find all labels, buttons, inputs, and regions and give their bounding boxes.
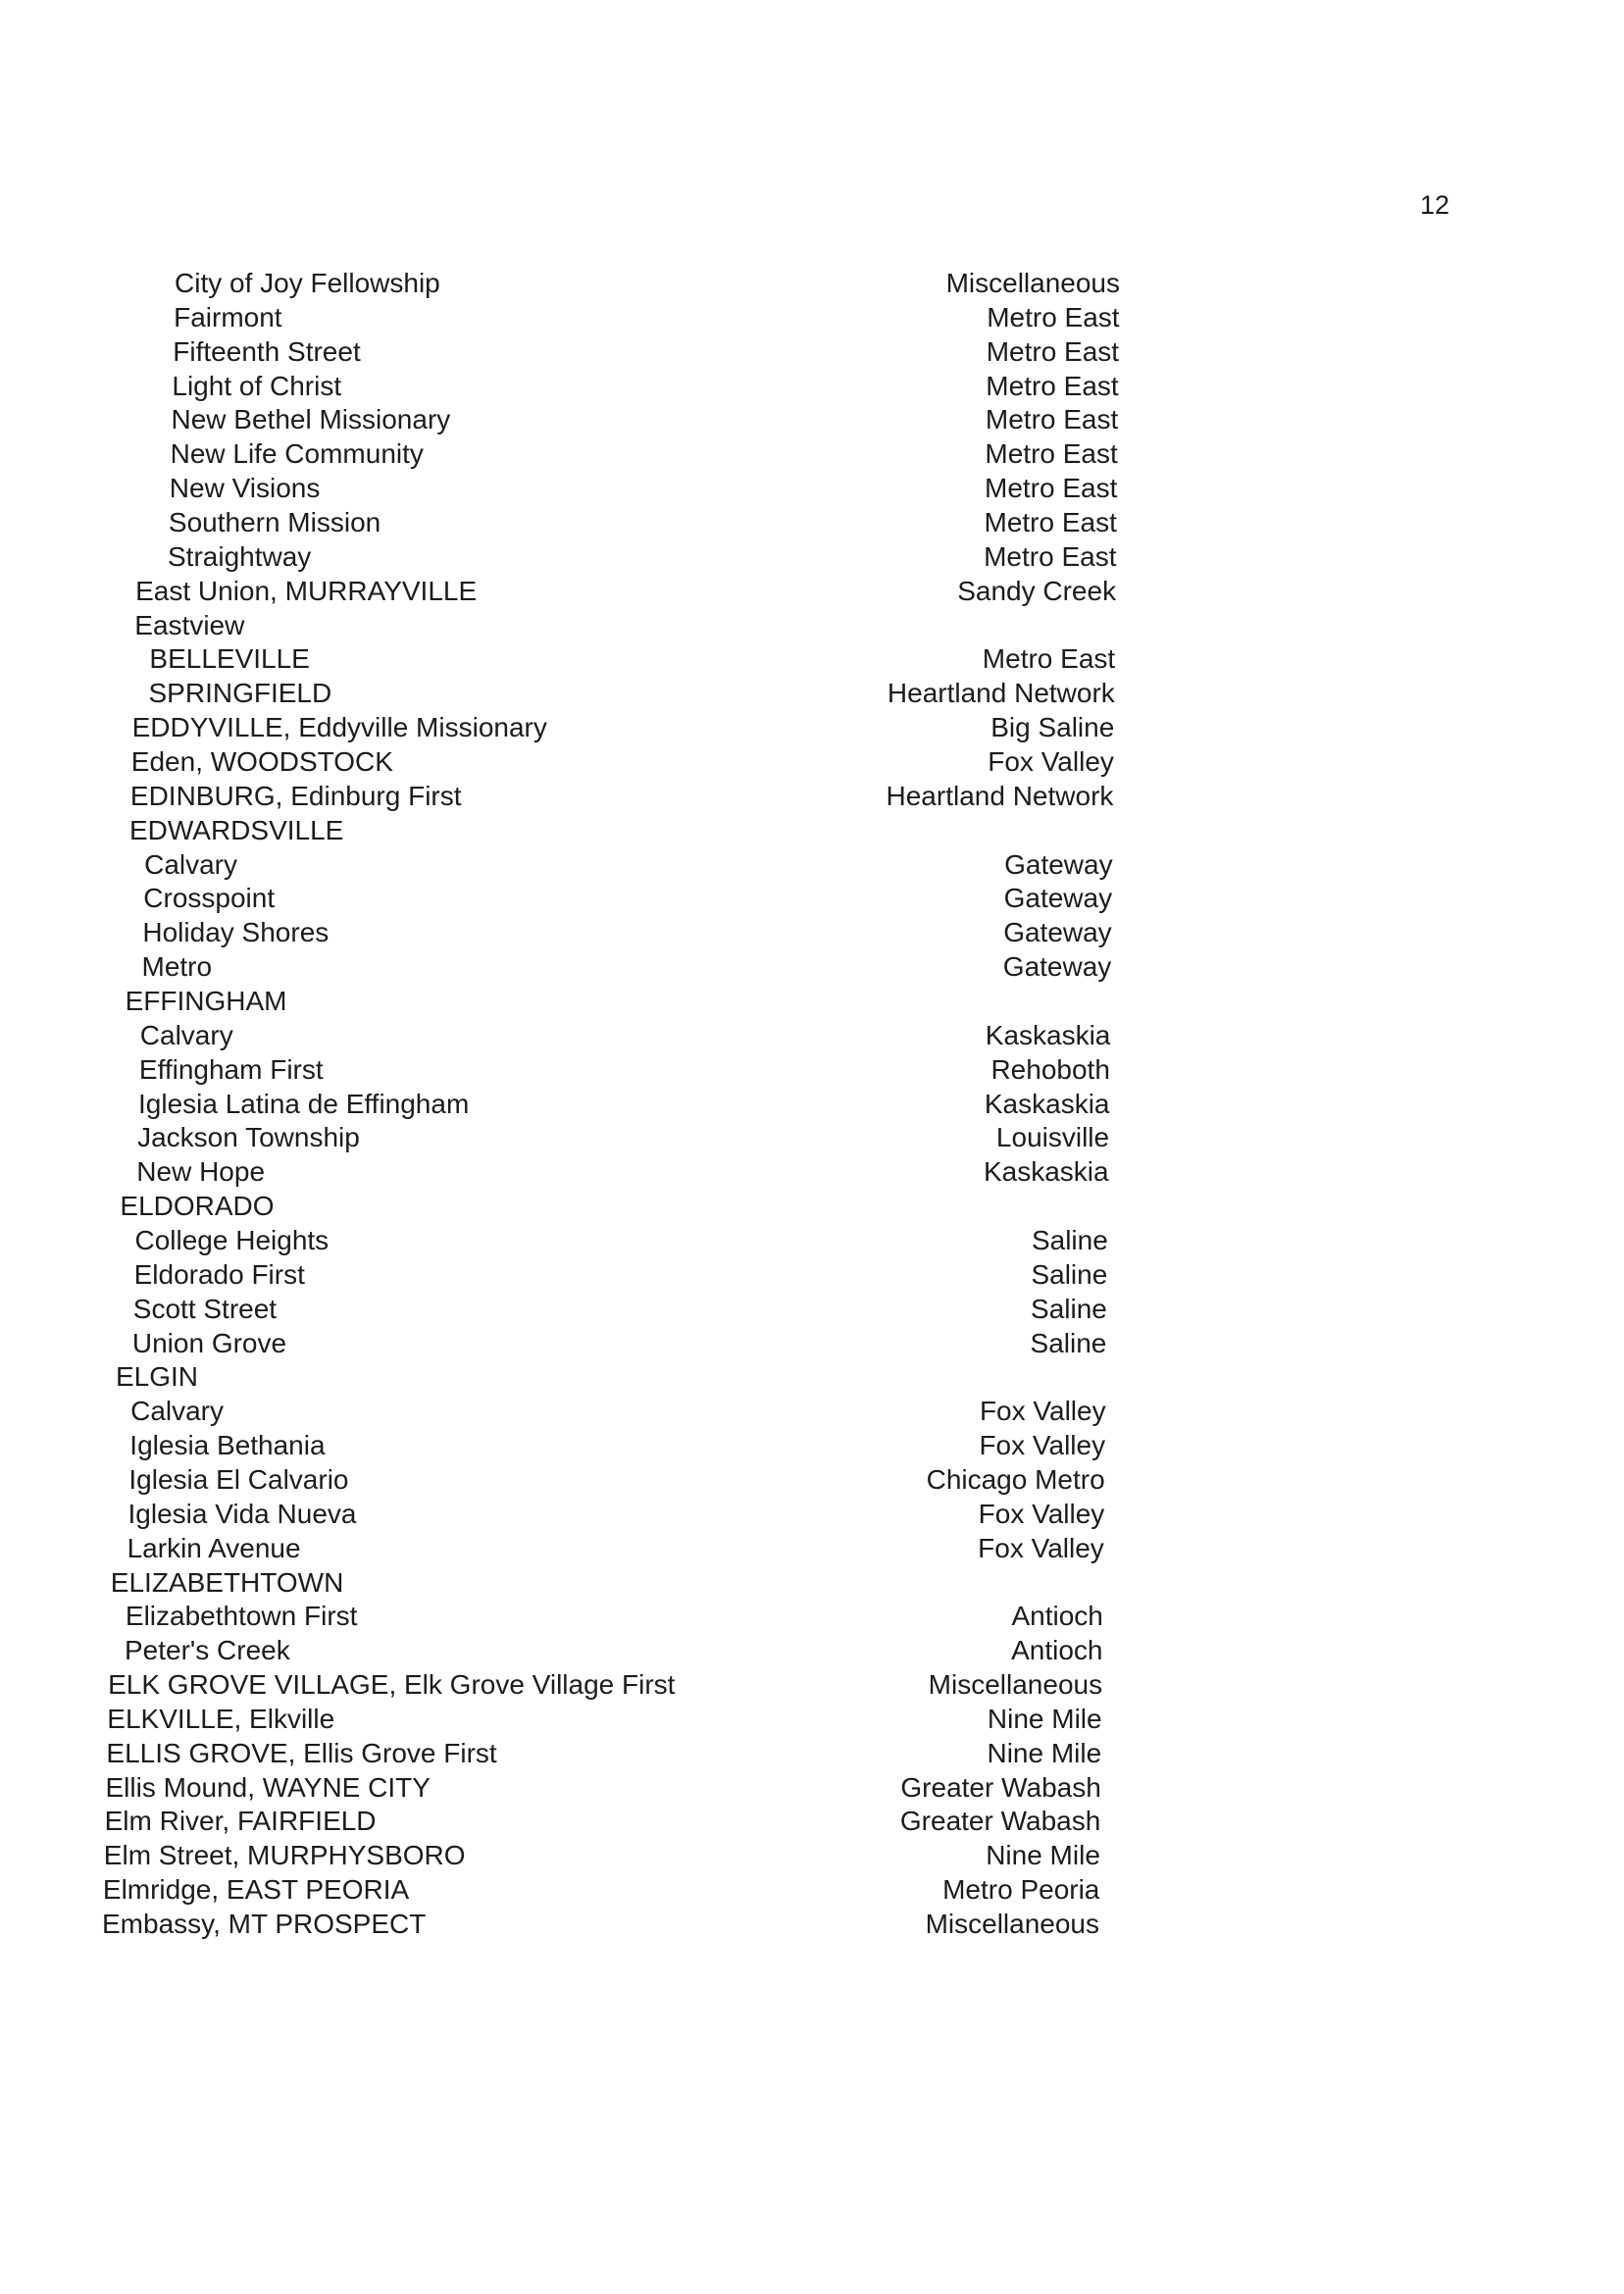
church-name: SPRINGFIELD (148, 678, 332, 709)
association-name: Sandy Creek (957, 575, 1117, 606)
association-name: Miscellaneous (945, 268, 1120, 298)
association-name: Miscellaneous (928, 1669, 1103, 1700)
church-name: Straightway (168, 540, 312, 572)
list-row (0, 1326, 1624, 1360)
association-name: Miscellaneous (925, 1909, 1099, 1939)
list-row (0, 949, 1624, 984)
list-row (0, 1804, 1624, 1838)
church-name: Eastview (134, 609, 245, 640)
church-name: EFFINGHAM (125, 985, 287, 1016)
church-name: Metro (141, 951, 213, 983)
list-row (0, 1633, 1624, 1667)
list-row (0, 505, 1624, 539)
list-row (0, 539, 1624, 574)
church-name: Light of Christ (172, 370, 342, 401)
list-row (0, 1189, 1624, 1223)
church-name: East Union, MURRAYVILLE (135, 575, 478, 606)
church-name: Elizabethtown First (125, 1601, 358, 1632)
church-name: Elm River, FAIRFIELD (104, 1806, 377, 1837)
list-row (0, 1428, 1624, 1462)
association-name: Metro East (984, 540, 1117, 572)
church-name: Southern Mission (168, 507, 381, 537)
list-row (0, 744, 1624, 779)
list-row (0, 1770, 1624, 1805)
association-name: Chicago Metro (926, 1463, 1105, 1495)
association-name: Louisville (995, 1122, 1110, 1153)
list-row (0, 1120, 1624, 1154)
church-name: EDDYVILLE, Eddyville Missionary (131, 712, 547, 743)
association-name: Fox Valley (979, 1396, 1106, 1427)
church-name: Elm Street, MURPHYSBORO (103, 1840, 466, 1871)
association-name: Saline (1031, 1293, 1107, 1324)
association-name: Rehoboth (990, 1053, 1110, 1085)
church-name: ELDORADO (120, 1191, 275, 1222)
church-name: BELLEVILLE (149, 643, 310, 675)
list-row (0, 334, 1624, 369)
church-name: City of Joy Fellowship (175, 268, 440, 298)
list-row (0, 1531, 1624, 1565)
association-name: Metro East (984, 507, 1117, 537)
association-name: Fox Valley (979, 1430, 1106, 1460)
list-row (0, 1018, 1624, 1052)
list-row (0, 1702, 1624, 1736)
list-row (0, 1736, 1624, 1770)
church-name: Iglesia Vida Nueva (127, 1498, 357, 1529)
list-row (0, 641, 1624, 676)
list-row (0, 1872, 1624, 1907)
association-name: Kaskaskia (985, 1019, 1111, 1050)
association-name: Antioch (1011, 1635, 1103, 1666)
list-row (0, 1257, 1624, 1292)
list-row (0, 1907, 1624, 1941)
church-name: Eden, WOODSTOCK (130, 746, 393, 777)
church-name: ELIZABETHTOWN (110, 1566, 344, 1598)
list-row (0, 1292, 1624, 1326)
list-row (0, 266, 1624, 300)
association-name: Gateway (1003, 917, 1112, 948)
association-name: Nine Mile (986, 1840, 1100, 1871)
list-row (0, 881, 1624, 915)
church-name: Iglesia Bethania (129, 1430, 326, 1460)
list-row (0, 915, 1624, 949)
list-row (0, 710, 1624, 744)
association-name: Metro East (986, 370, 1119, 401)
list-row (0, 813, 1624, 847)
church-name: Union Grove (131, 1327, 287, 1358)
association-name: Metro East (985, 438, 1118, 470)
list-row (0, 1565, 1624, 1600)
list-row (0, 847, 1624, 882)
church-name: Iglesia El Calvario (128, 1463, 349, 1495)
church-name: Larkin Avenue (127, 1532, 301, 1563)
church-name: New Life Community (170, 438, 424, 470)
list-row (0, 436, 1624, 471)
list-row (0, 471, 1624, 505)
association-name: Big Saline (990, 712, 1115, 743)
list-row (0, 1497, 1624, 1531)
association-name: Kaskaskia (984, 1088, 1110, 1119)
church-name: EDWARDSVILLE (129, 814, 344, 845)
list-row (0, 1462, 1624, 1497)
church-name: Iglesia Latina de Effingham (138, 1088, 470, 1119)
list-row (0, 402, 1624, 436)
church-name: Calvary (130, 1396, 225, 1427)
association-name: Kaskaskia (983, 1156, 1109, 1188)
church-name: ELGIN (116, 1361, 199, 1393)
church-name: ELKVILLE, Elkville (107, 1703, 335, 1734)
association-name: Metro Peoria (942, 1874, 1100, 1906)
association-name: Fox Valley (978, 1532, 1104, 1563)
church-name: New Bethel Missionary (171, 404, 451, 435)
list-row (0, 1223, 1624, 1257)
church-name: ELK GROVE VILLAGE, Elk Grove Village First (108, 1669, 676, 1700)
church-name: New Hope (136, 1156, 266, 1188)
association-name: Metro East (985, 473, 1118, 504)
association-name: Greater Wabash (900, 1771, 1101, 1803)
list-row (0, 1394, 1624, 1428)
association-name: Nine Mile (987, 1703, 1102, 1734)
church-name: EDINBURG, Edinburg First (129, 780, 462, 811)
list-row (0, 300, 1624, 334)
church-name: Holiday Shores (142, 917, 330, 948)
church-name: Crosspoint (143, 883, 276, 914)
association-name: Metro East (986, 335, 1120, 367)
association-name: Saline (1031, 1258, 1108, 1290)
church-name: Fifteenth Street (173, 335, 361, 367)
association-name: Saline (1031, 1224, 1108, 1255)
church-name: Scott Street (132, 1293, 278, 1324)
association-name: Nine Mile (987, 1737, 1102, 1768)
association-name: Heartland Network (886, 780, 1114, 811)
church-name: Peter's Creek (125, 1635, 290, 1666)
association-name: Gateway (1004, 848, 1113, 880)
list-row (0, 1087, 1624, 1121)
page-number: 12 (1420, 190, 1450, 220)
association-name: Greater Wabash (899, 1806, 1101, 1837)
association-name: Fox Valley (988, 746, 1114, 777)
church-name: College Heights (134, 1224, 330, 1255)
association-name: Metro East (987, 301, 1120, 332)
list-row (0, 1667, 1624, 1702)
list-row (0, 1359, 1624, 1394)
association-name: Antioch (1011, 1601, 1103, 1632)
church-name: Fairmont (174, 301, 282, 332)
association-name: Saline (1030, 1327, 1107, 1358)
association-name: Metro East (982, 643, 1116, 675)
church-name: Eldorado First (133, 1258, 305, 1290)
list-row (0, 779, 1624, 813)
church-name: Jackson Township (137, 1122, 360, 1153)
list-row (0, 1599, 1624, 1633)
list-row (0, 676, 1624, 710)
association-name: Metro East (985, 404, 1119, 435)
association-name: Fox Valley (978, 1498, 1105, 1529)
list-row (0, 608, 1624, 642)
list-row (0, 1052, 1624, 1087)
church-name: Embassy, MT PROSPECT (102, 1909, 427, 1939)
church-name: ELLIS GROVE, Ellis Grove First (106, 1737, 497, 1768)
church-name: Effingham First (138, 1053, 324, 1085)
association-name: Gateway (1003, 883, 1113, 914)
church-name: Calvary (144, 848, 238, 880)
church-name: New Visions (169, 473, 321, 504)
association-name: Gateway (1002, 951, 1112, 983)
association-name: Heartland Network (887, 678, 1115, 709)
list-row (0, 984, 1624, 1018)
church-name: Ellis Mound, WAYNE CITY (105, 1771, 431, 1803)
list-row (0, 574, 1624, 608)
list-row (0, 369, 1624, 403)
list-row (0, 1154, 1624, 1189)
list-row (0, 1838, 1624, 1872)
church-name: Calvary (139, 1019, 233, 1050)
church-name: Elmridge, EAST PEORIA (102, 1874, 410, 1906)
